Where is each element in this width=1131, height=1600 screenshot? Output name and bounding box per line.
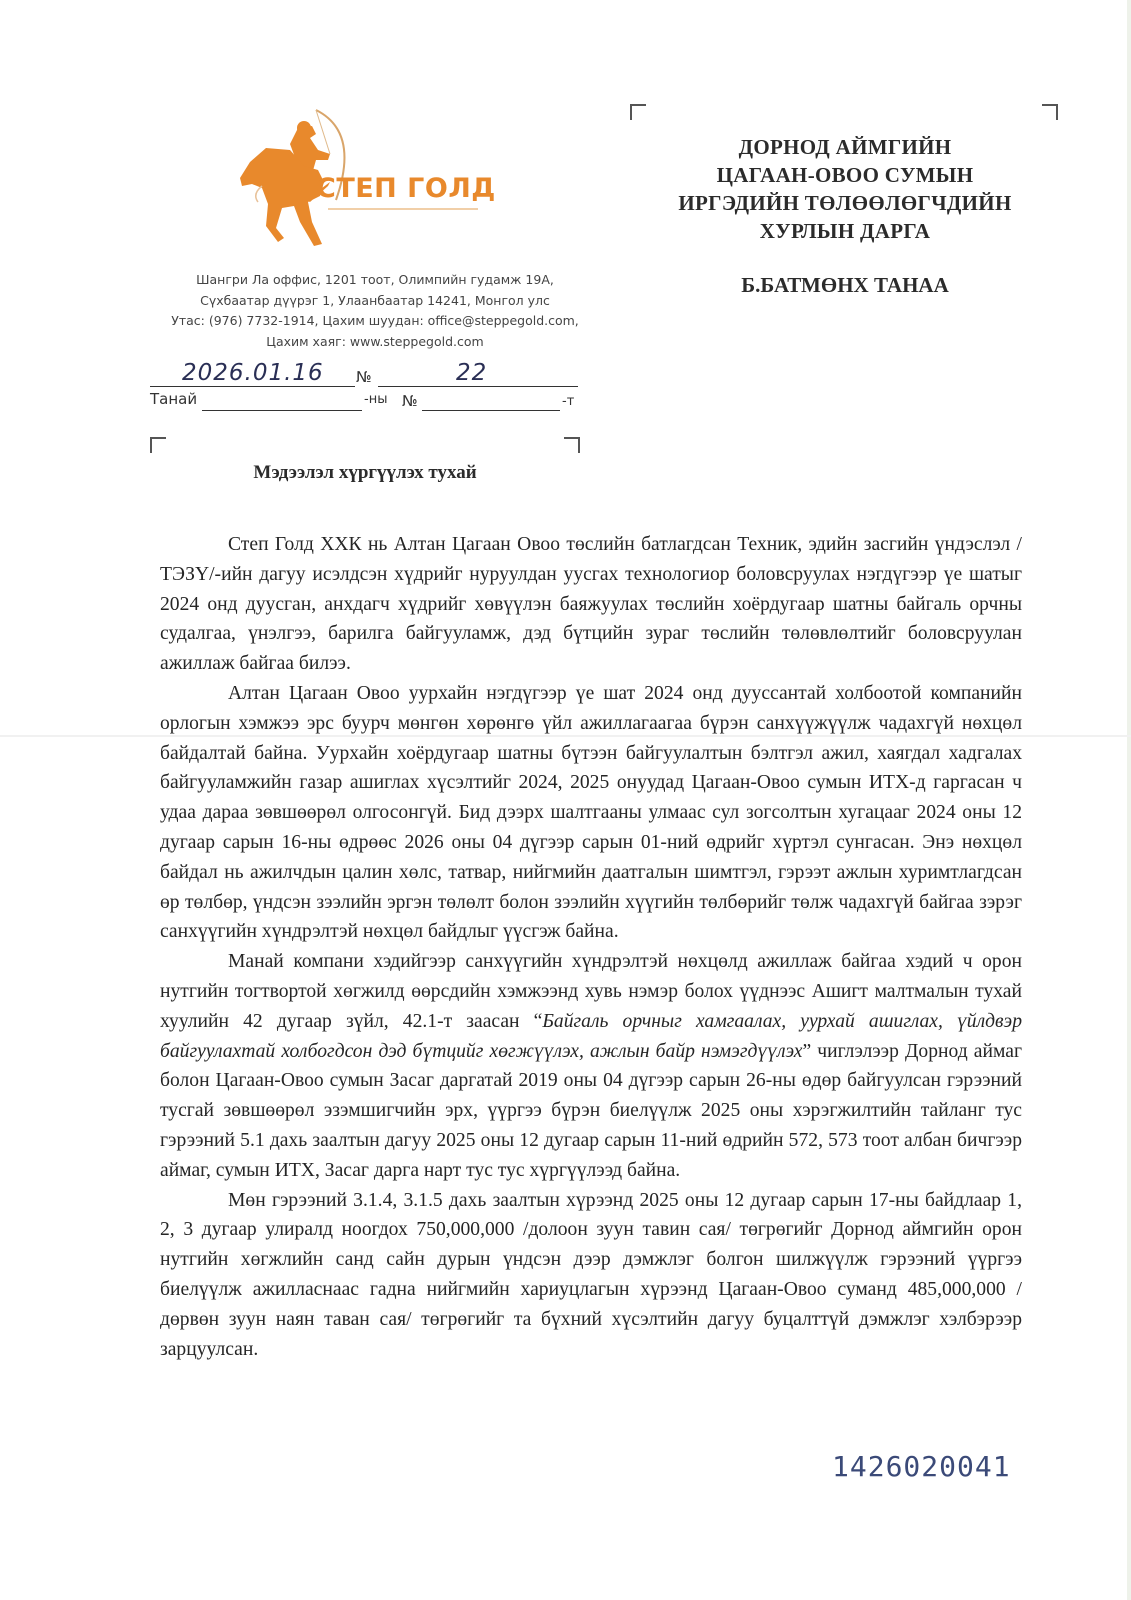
company-address [150,270,600,352]
your-number-label: № [402,392,418,410]
number-label: № [356,368,372,386]
stamp-number: 1426020041 [832,1450,1011,1483]
logo-text: СТЕП ГОЛД [316,173,496,204]
letter-body [160,530,1022,1364]
recipient-line: ХУРЛЫН ДАРГА [759,219,931,243]
body-paragraph-2: Алтан Цагаан Овоо уурхайн нэгдүгээр үе шат 2024 онд дууссантай холбоотой компанийн орлогын хэмжээ эрс буурч мөнгөн хөрөнгө үйл ажиллагаагаа бүрэн санхүүжүүлж чадахгүй нөхцөл байдалтай байна. Уурхайн хоёрдугаар шатны бүтээн байгуулалтын бэлтгэл ажил, хаягдал хадгалах байгууламжийн газар ашиглах хүсэлтийг 2024, 2025 онуудад Цагаан-Овоо сумын ИТХ-д гаргасан ч удаа дараа зөвшөөрөл олгосонгүй. Бид дээрх шалтгааны улмаас сул зогсолтын хугацааг 2024 оны 12 дугаар сарын 16-ны өдрөөс 2026 оны 04 дүгээр сарын 01-ний өдрийг хүртэл сунгасан. Энэ нөхцөл байдал нь ажилчдын цалин хөлс, татвар, нийгмийн даатгалын шимтгэл, гэрээт ажлын хуримтлагдсан өр төлбөр, үндсэн зээлийн эргэн төлөлт болон зээлийн хүүгийн төлбөрийг төлж чадахгүй байгаа зэрэг санхүүгийн хүндрэлтэй нөхцөл байдлыг үүсгэж байна. [160,682,1022,943]
letter-date: 2026.01.16 [182,360,324,386]
page-edge [1127,0,1131,1600]
recipient-name: Б.БАТМӨНХ ТАНАА [741,273,949,297]
your-suffix: -ны [364,392,388,407]
company-logo [232,104,502,254]
recipient-line: ЦАГААН-ОВОО СУМЫН [716,163,974,187]
logo-tagline [328,208,478,210]
corner-mark [564,437,580,453]
law-quote: Байгаль орчныг хамгаалах, уурхай ашиглах, үйлдвэр байгуулахтай холбогдсон дэд бүтцийг хөгжүүлэх, ажлын байр нэмэгдүүлэх [160,1010,1022,1062]
letter-number: 22 [456,360,488,386]
your-label: Танай [150,390,198,408]
corner-mark [1042,104,1058,120]
body-paragraph-3 [160,947,1022,1185]
body-paragraph-1: Степ Голд ХХК нь Алтан Цагаан Овоо төслийн батлагдсан Техник, эдийн засгийн үндэслэл /ТЭЗҮ/-ийн дагуу исэлдсэн хүдрийг нуруулдан уусгах технологиор боловсруулах нэгдүгээр үе шатыг 2024 онд дуусган, анхдагч хүдрийг хөвүүлэн баяжуулах төслийн хоёрдугаар шатны байгаль орчны судалгаа, үнэлгээ, барилга байгууламж, дэд бүтцийн зураг төслийн төлөвлөлтийг боловсруулан ажиллаж байгаа билээ. [160,534,1022,675]
address-line: Утас: (976) 7732-1914, Цахим шуудан: office@steppegold.com, [171,313,579,328]
outgoing-reference-row [150,362,580,388]
paragraph-text: ” чиглэлээр Дорнод аймаг болон Цагаан-Овоо сумын Засаг даргатай 2019 оны 04 дүгээр сарын 26-ны өдөр байгуулсан гэрээний тусгай зөвшөөрөл эзэмшигчийн эрх, үүргээ бүрэн биелүүлж 2025 оны хэрэгжилтийн тайланг тус гэрээний 5.1 дахь заалтын дагуу 2025 оны 12 дугаар сарын 11-ний өдрийн 572, 573 тоот албан бичгээр аймаг, сумын ИТХ, Засаг дарга нарт тус тус хүргүүлээд байна. [160,1040,1022,1181]
body-paragraph-4: Мөн гэрээний 3.1.4, 3.1.5 дахь заалтын хүрээнд 2025 оны 12 дугаар сарын 17-ны байдлаар 1, 2, 3 дугаар улиралд ноогдох 750,000,000 /долоон зуун тавин сая/ төгрөгийг Дорнод аймгийн орон нутгийн хөгжлийн санд сайн дурын үндсэн дээр дэмжлэг болгон шилжүүлж гэрээний үүргээ биелүүлж ажилласнаас гадна нийгмийн хариуцлагын хүрээнд Цагаан-Овоо суманд 485,000,000 /дөрвөн зуун наян таван сая/ төгрөгийг та бүхний хүсэлтийн дагуу буцалттүй дэмжлэг хэлбэрээр зарцуулсан. [160,1189,1022,1360]
address-line: Цахим хаяг: www.steppegold.com [266,333,484,349]
recipient-block [655,133,1035,245]
recipient-line: ДОРНОД АЙМГИЙН [738,135,952,159]
your-number-suffix: -т [562,394,575,409]
incoming-reference-row [150,390,580,414]
corner-mark [630,104,646,120]
address-line: Сүхбаатар дүүрэг 1, Улаанбаатар 14241, Монгол улс [200,292,550,308]
paragraph-text: Манай компани хэдийгээр санхүүгийн хүндрэлтэй нөхцөлд ажиллаж байгаа хэдий ч орон нутгийн тогтвортой хөгжилд өөрсдийн хэмжээнд хувь нэмэр болох үүднээс Ашигт малтмалын тухай хуулийн 42 дугаар зүйл, 42.1-т заасан “ [160,951,1022,1032]
letter-subject: Мэдээлэл хүргүүлэх тухай [253,462,477,483]
address-line: Шангри Ла оффис, 1201 тоот, Олимпийн гудамж 19А, [196,272,554,287]
recipient-line: ИРГЭДИЙН ТӨЛӨӨЛӨГЧДИЙН [678,191,1012,215]
corner-mark [150,437,166,453]
